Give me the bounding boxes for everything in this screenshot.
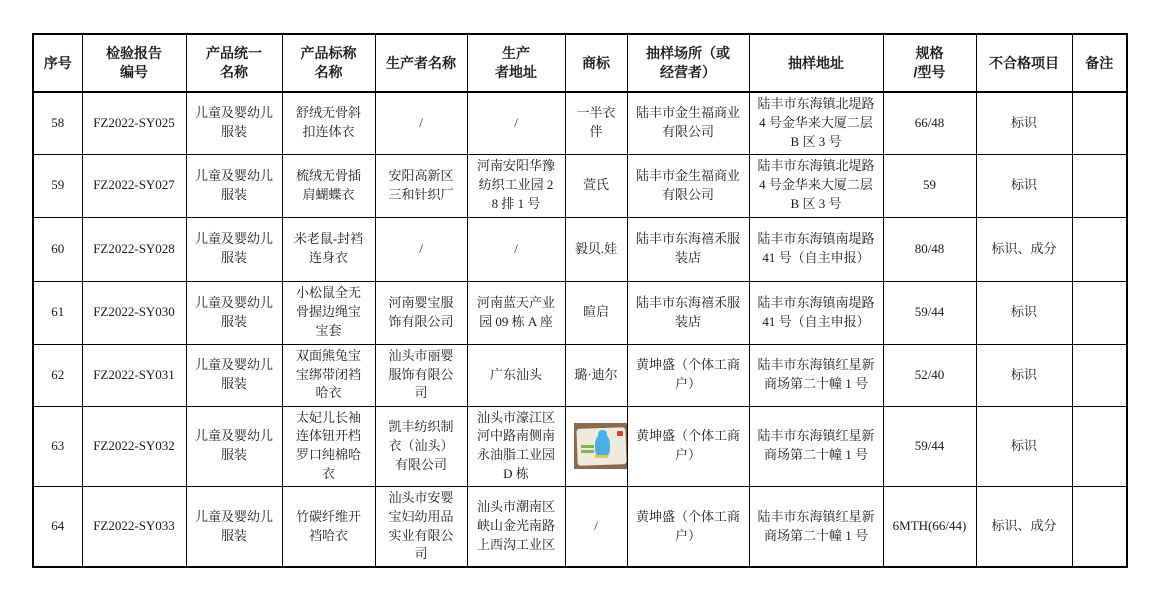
cell-producer-addr: 汕头市潮南区峡山金光南路上西沟工业区 [467,486,565,567]
cell-report-no: FZ2022-SY028 [82,217,186,281]
cell-product-name: 米老鼠-封裆连身衣 [282,217,375,281]
cell-defects: 标识、成分 [976,217,1072,281]
cell-remark [1072,486,1127,567]
cell-trademark: 暄启 [565,281,627,344]
cell-trademark: 毅贝.娃 [565,217,627,281]
cell-defects: 标识 [976,344,1072,406]
col-header-defects: 不合格项目 [976,34,1072,92]
col-header-product-name: 产品标称 名称 [282,34,375,92]
trademark-label-photo [574,423,628,469]
table-row-62 [33,344,1127,406]
cell-product-name: 梳绒无骨插肩蝴蝶衣 [282,154,375,217]
cell-serial: 58 [33,92,82,154]
cell-producer-addr: / [467,217,565,281]
cell-producer-name: 河南婴宝服饰有限公司 [375,281,467,344]
col-header-trademark: 商标 [565,34,627,92]
table-row-60 [33,217,1127,281]
cell-sample-addr: 陆丰市东海镇南堤路 41 号（自主申报） [749,281,883,344]
cell-remark [1072,344,1127,406]
col-header-product-unified: 产品统一 名称 [186,34,282,92]
cell-serial: 63 [33,406,82,486]
cell-spec: 66/48 [883,92,976,154]
cell-spec: 59/44 [883,281,976,344]
cell-producer-name: 汕头市丽婴服饰有限公司 [375,344,467,406]
cell-report-no: FZ2022-SY033 [82,486,186,567]
cell-report-no: FZ2022-SY030 [82,281,186,344]
cell-producer-addr: 河南蓝天产业园 09 栋 A 座 [467,281,565,344]
cell-sample-addr: 陆丰市东海镇红星新商场第二十幢 1 号 [749,486,883,567]
table-row-59 [33,154,1127,217]
cell-product-unified: 儿童及婴幼儿服装 [186,281,282,344]
cell-serial: 59 [33,154,82,217]
cell-serial: 62 [33,344,82,406]
cell-sample-place: 黄坤盛（个体工商户） [627,486,749,567]
cell-trademark: 璐·迪尔 [565,344,627,406]
cell-trademark-photo [565,406,627,486]
cell-defects: 标识、成分 [976,486,1072,567]
cell-defects: 标识 [976,281,1072,344]
col-header-sample-place: 抽样场所（或 经营者） [627,34,749,92]
cell-producer-addr: / [467,92,565,154]
cell-product-unified: 儿童及婴幼儿服装 [186,486,282,567]
cell-spec: 80/48 [883,217,976,281]
inspection-results-table [32,33,1128,568]
cell-product-name: 竹碳纤维开裆哈衣 [282,486,375,567]
cell-product-name: 舒绒无骨斜扣连体衣 [282,92,375,154]
cell-producer-name: 安阳高新区三和针织厂 [375,154,467,217]
cell-sample-addr: 陆丰市东海镇北堤路 4 号金华来大厦二层 B 区 3 号 [749,154,883,217]
cell-remark [1072,92,1127,154]
photo-red-logo-dot [617,431,623,436]
cell-product-unified: 儿童及婴幼儿服装 [186,344,282,406]
col-header-remark: 备注 [1072,34,1127,92]
cell-sample-addr: 陆丰市东海镇红星新商场第二十幢 1 号 [749,406,883,486]
cell-producer-name: 凯丰纺织制衣（汕头）有限公司 [375,406,467,486]
cell-product-name: 太妃儿长袖连体钮开档罗口纯棉哈衣 [282,406,375,486]
cell-sample-place: 陆丰市东海禧禾服装店 [627,217,749,281]
cell-product-name: 双面熊兔宝宝绑带闭裆哈衣 [282,344,375,406]
cell-sample-addr: 陆丰市东海镇红星新商场第二十幢 1 号 [749,344,883,406]
cell-producer-name: 汕头市安婴宝妇幼用品实业有限公司 [375,486,467,567]
cell-sample-addr: 陆丰市东海镇北堤路 4 号金华来大厦二层 B 区 3 号 [749,92,883,154]
cell-producer-name: / [375,217,467,281]
cell-serial: 60 [33,217,82,281]
cell-spec: 59/44 [883,406,976,486]
cell-defects: 标识 [976,406,1072,486]
table-row-63 [33,406,1127,486]
table-row-58 [33,92,1127,154]
cell-producer-name: / [375,92,467,154]
cell-trademark: / [565,486,627,567]
cell-producer-addr: 广东汕头 [467,344,565,406]
cell-spec: 6MTH(66/44) [883,486,976,567]
cell-product-unified: 儿童及婴幼儿服装 [186,217,282,281]
table-row-61 [33,281,1127,344]
cell-remark [1072,281,1127,344]
cell-serial: 61 [33,281,82,344]
cell-product-unified: 儿童及婴幼儿服装 [186,92,282,154]
cell-sample-place: 黄坤盛（个体工商户） [627,406,749,486]
cell-product-unified: 儿童及婴幼儿服装 [186,406,282,486]
col-header-serial: 序号 [33,34,82,92]
table-row-64 [33,486,1127,567]
cell-sample-addr: 陆丰市东海镇南堤路 41 号（自主申报） [749,217,883,281]
cell-sample-place: 陆丰市东海禧禾服装店 [627,281,749,344]
col-header-producer-name: 生产者名称 [375,34,467,92]
cell-spec: 52/40 [883,344,976,406]
cell-remark [1072,406,1127,486]
photo-blue-bear-figure [595,434,610,458]
cell-report-no: FZ2022-SY032 [82,406,186,486]
cell-product-name: 小松鼠全无骨握边绳宝宝套 [282,281,375,344]
col-header-producer-addr: 生产 者地址 [467,34,565,92]
col-header-spec: 规格 /型号 [883,34,976,92]
cell-producer-addr: 河南安阳华豫纺织工业园 28 排 1 号 [467,154,565,217]
cell-remark [1072,154,1127,217]
header-row [33,34,1127,92]
cell-defects: 标识 [976,154,1072,217]
cell-defects: 标识 [976,92,1072,154]
cell-report-no: FZ2022-SY025 [82,92,186,154]
photo-green-text-mark [581,445,594,448]
col-header-sample-addr: 抽样地址 [749,34,883,92]
cell-remark [1072,217,1127,281]
cell-spec: 59 [883,154,976,217]
cell-sample-place: 黄坤盛（个体工商户） [627,344,749,406]
cell-serial: 64 [33,486,82,567]
cell-report-no: FZ2022-SY027 [82,154,186,217]
col-header-report-no: 检验报告 编号 [82,34,186,92]
cell-sample-place: 陆丰市金生福商业有限公司 [627,154,749,217]
cell-report-no: FZ2022-SY031 [82,344,186,406]
cell-trademark: 萱氏 [565,154,627,217]
cell-product-unified: 儿童及婴幼儿服装 [186,154,282,217]
cell-sample-place: 陆丰市金生福商业有限公司 [627,92,749,154]
cell-producer-addr: 汕头市濠江区河中路南侧南永油脂工业园 D 栋 [467,406,565,486]
cell-trademark: 一半衣伴 [565,92,627,154]
